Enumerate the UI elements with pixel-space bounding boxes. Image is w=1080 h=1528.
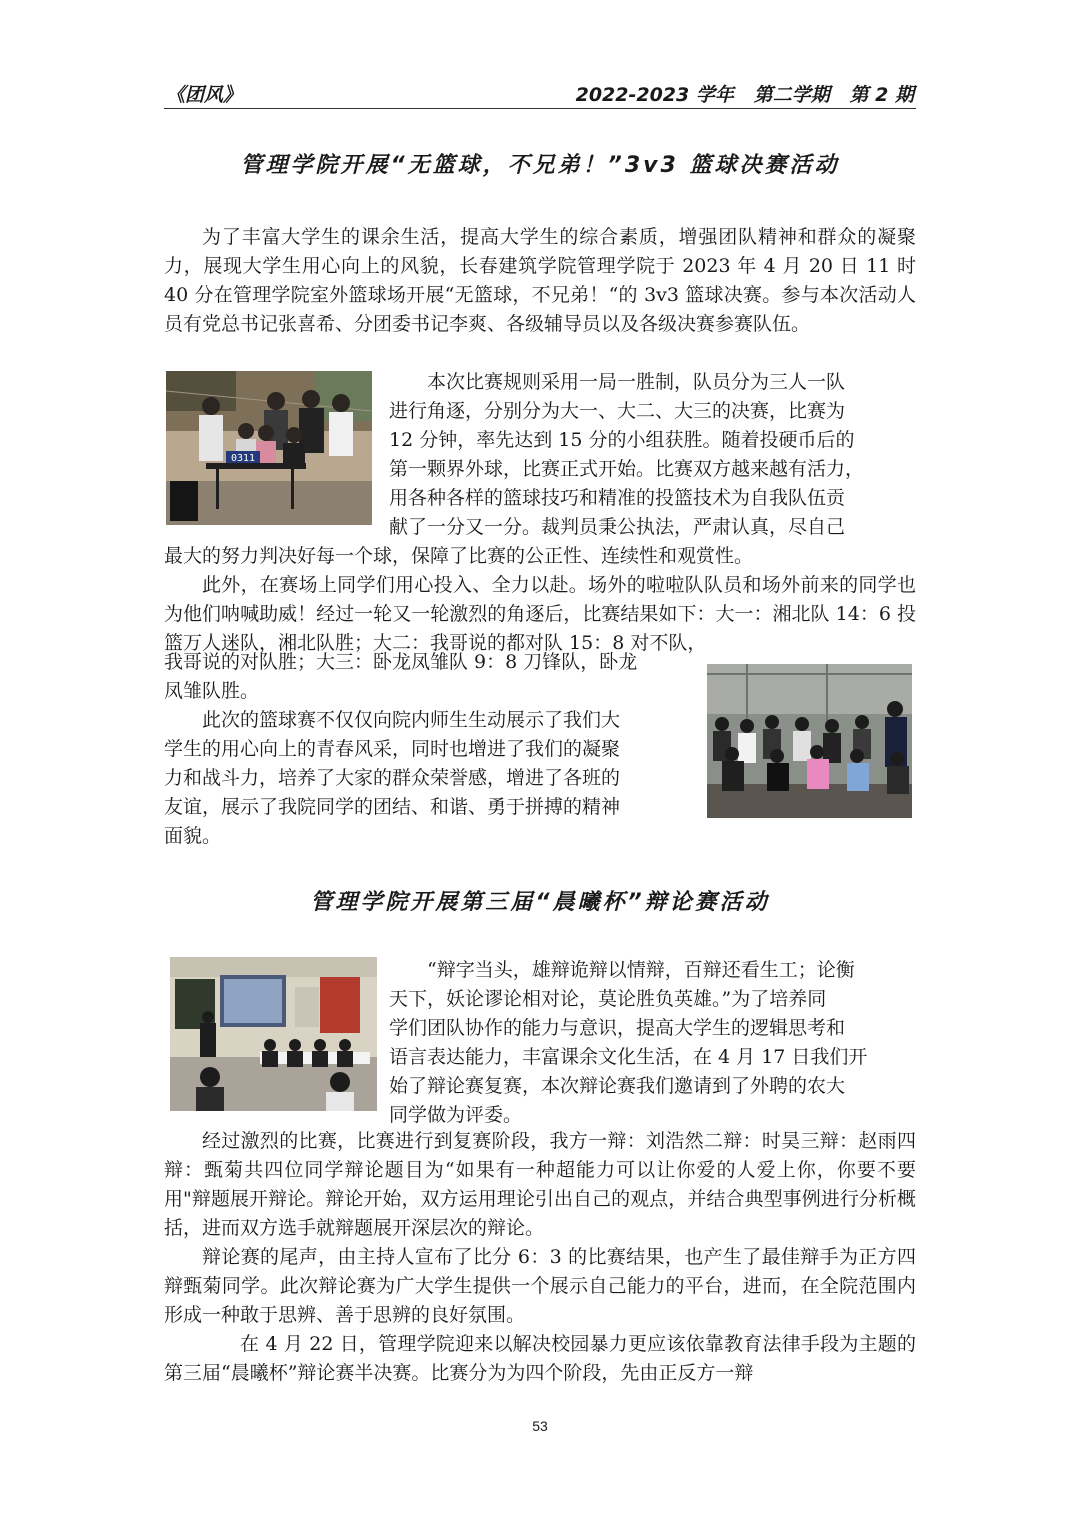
article1-p2-side	[389, 368, 916, 542]
article1-p3-p4-side	[164, 648, 691, 851]
text-line: 用各种各样的篮球技巧和精准的投篮技术为自我队伍贡	[389, 487, 846, 509]
text-line: “辩字当头，雄辩诡辩以情辩，百辩还看生工；论衡	[427, 959, 855, 981]
page-number: 53	[532, 1418, 548, 1434]
text-line: 天下，妖论谬论相对论，莫论胜负英雄。”为了培养同	[389, 988, 827, 1010]
text-line: 12 分钟，率先达到 15 分的小组获胜。随着投硬币后的	[389, 429, 855, 451]
text-line: 进行角逐，分别分为大一、大二、大三的决赛，比赛为	[389, 400, 846, 422]
article1-intro	[164, 223, 916, 339]
article2-body	[164, 1127, 916, 1388]
article2-p4: 在 4 月 22 日，管理学院迎来以解决校园暴力更应该依靠教育法律手段为主题的第三届“晨曦杯”辩论赛半决赛。比赛分为为四个阶段，先由正反方一辩	[164, 1333, 916, 1384]
text-line: 语言表达能力，丰富课余文化生活，在 4 月 17 日我们开	[389, 1046, 868, 1068]
spectators-photo	[707, 664, 912, 818]
text-line: 友谊，展示了我院同学的团结、和谐、勇于拼搏的精神	[164, 796, 621, 818]
text-line: 最大的努力判决好每一个球，保障了比赛的公正性、连续性和观赏性。	[164, 545, 754, 567]
article2-p3: 辩论赛的尾声，由主持人宣布了比分 6：3 的比赛结果，也产生了最佳辩手为正方四辩甄菊同学。此次辩论赛为广大学生提供一个展示自己能力的平台，进而，在全院范围内形成一种敢于思辨、善于思辨的良好氛围。	[164, 1246, 916, 1326]
text-line: 献了一分又一分。裁判员秉公执法，严肃认真，尽自己	[389, 516, 846, 538]
text-line: 我哥说的对队胜；大三：卧龙凤雏队 9：8 刀锋队，卧龙	[164, 651, 638, 673]
text-line: 本次比赛规则采用一局一胜制，队员分为三人一队	[427, 371, 846, 393]
text-line: 学生的用心向上的青春风采，同时也增进了我们的凝聚	[164, 738, 621, 760]
journal-name: 《团风》	[166, 84, 243, 106]
article1-p2-p3	[164, 542, 916, 658]
issue-info: 2022-2023 学年 第二学期 第 2 期	[575, 84, 914, 106]
article1-title: 管理学院开展“无篮球，不兄弟！”3v3 篮球决赛活动	[240, 153, 840, 178]
article2-p1-side	[389, 956, 916, 1130]
debate-photo	[170, 957, 377, 1111]
article1-p3: 此外，在赛场上同学们用心投入、全力以赴。场外的啦啦队队员和场外前来的同学也为他们呐喊助威！经过一轮又一轮激烈的角逐后，比赛结果如下：大一：湘北队 14：6 投篮万人迷队，湘北队胜；大二：我哥说的都对队 15：8 对不队，	[164, 574, 916, 654]
text-line: 此次的篮球赛不仅仅向院内师生生动展示了我们大	[202, 709, 621, 731]
article1-intro-paragraph: 为了丰富大学生的课余生活，提高大学生的综合素质，增强团队精神和群众的凝聚力，展现大学生用心向上的风貌，长春建筑学院管理学院于 2023 年 4 月 20 日 11 时 40 分在管理学院室外篮球场开展“无篮球，不兄弟！“的 3v3 篮球决赛。参与本次活动人员有党总书记张喜希、分团委书记李爽、各级辅导员以及各级决赛参赛队伍。	[164, 226, 916, 335]
scoreboard-text: 0311	[230, 453, 256, 464]
text-line: 凤雏队胜。	[164, 680, 260, 702]
text-line: 始了辩论赛复赛，本次辩论赛我们邀请到了外聘的农大	[389, 1075, 846, 1097]
article2-title: 管理学院开展第三届“晨曦杯”辩论赛活动	[310, 890, 770, 915]
text-line: 面貌。	[164, 825, 222, 847]
text-line: 学们团队协作的能力与意识，提高大学生的逻辑思考和	[389, 1017, 846, 1039]
article2-p2: 经过激烈的比赛，比赛进行到复赛阶段，我方一辩：刘浩然二辩：时昊三辩：赵雨四辩：甄菊共四位同学辩论题目为“如果有一种超能力可以让你爱的人爱上你，你要不要用"辩题展开辩论。辩论开始，双方运用理论引出自己的观点，并结合典型事例进行分析概括，进而双方选手就辩题展开深层次的辩论。	[164, 1130, 916, 1239]
text-line: 力和战斗力，培养了大家的群众荣誉感，增进了各班的	[164, 767, 621, 789]
basketball-judges-photo	[166, 371, 372, 525]
page-header	[164, 78, 916, 109]
text-line: 第一颗界外球，比赛正式开始。比赛双方越来越有活力，	[389, 458, 865, 480]
text-line: 同学做为评委。	[389, 1104, 523, 1126]
